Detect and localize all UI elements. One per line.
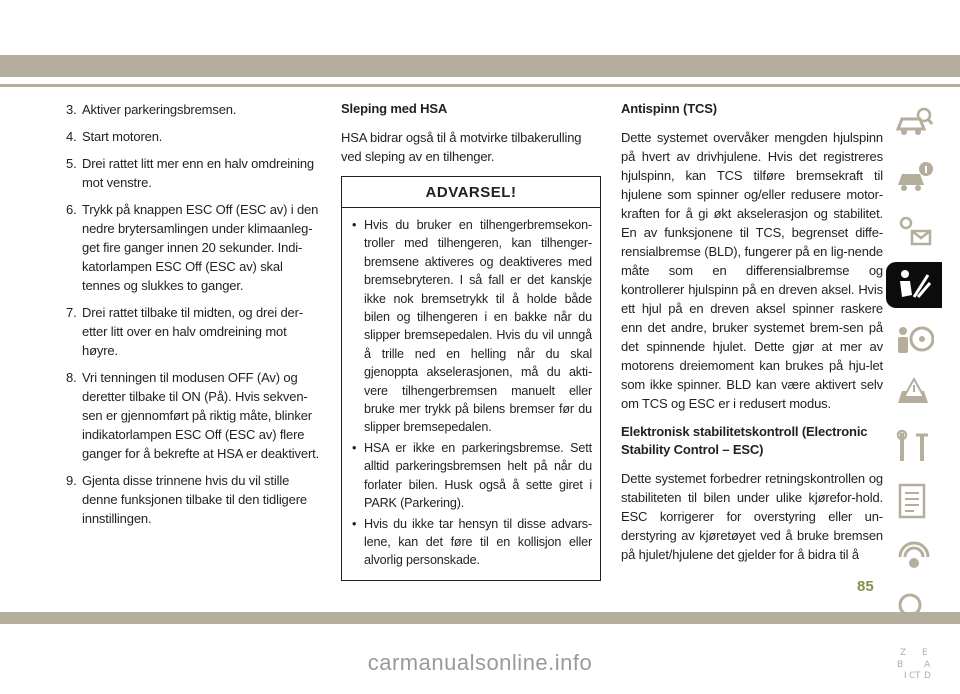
index-letter: I [904,671,907,681]
chapter-tabs [886,100,942,694]
step-number: 8. [66,370,77,385]
section-heading-esc: Elektronisk stabilitetskontroll (Electronic Stability Control – ESC) [621,424,868,457]
step-item [66,303,324,360]
header-band [0,55,960,77]
step-item [66,200,324,295]
step-text: Drei rattet tilbake til midten, og drei der-etter litt over en halv omdreining mot høyre. [82,305,303,358]
warning-item [350,216,592,437]
warning-text: Hvis du bruker en tilhengerbremsekon-troller med tilhengeren, kan tilhenger-bremsene aktiveres og deaktiveres med bremsebryteren. I så fall er det kanskje ikke nok bremsetrykk til å holde både bilen og tilhengeren i en bakke når du slipper bremsepedalen. Hvis du vil unngå å trille ned en helling når du skal gjenoppta akselerasjonen, må du akti-vere tilhengerbremsen manuelt eller bruke mer trykk på bilens bremser før du slipper bremsepedalen. [364,218,592,435]
step-text: Gjenta disse trinnene hvis du vil stille denne funksjonen tilbake til den tidligere innstillingen. [82,473,307,526]
esc-paragraph: Dette systemet forbedrer retningskontrollen og stabiliteten til bilen under ulike kjørefor-hold. ESC korrigerer for overstyring eller un-derstyring av kjøretøyet ved å bruke bremsen på hjulet/hjulene det gjelder for å bidra til å [621,471,883,562]
step-list [66,100,324,528]
watermark: carmanualsonline.info [367,650,593,675]
warning-box [341,176,601,581]
index-letter: C [909,671,916,681]
step-text: Trykk på knappen ESC Off (ESC av) i den nedre brytersamlingen under klimaanleg-get fire ganger innen 20 sekunder. Indi-katorlampen ESC Off (ESC av) skal tennes og slukkes to ganger. [82,202,319,293]
maintenance-tools-icon[interactable] [886,424,942,470]
step-text: Start motoren. [82,129,163,144]
seat-safety-icon[interactable] [886,262,942,308]
specifications-icon[interactable] [886,478,942,524]
middle-column [341,100,603,581]
starting-key-icon[interactable] [886,316,942,362]
warning-list [342,208,600,580]
step-item [66,368,324,463]
dashboard-lights-icon[interactable] [886,208,942,254]
page-number: 85 [857,578,874,595]
step-number: 5. [66,156,77,171]
warning-item [350,515,592,570]
index-letter: B [897,660,904,670]
step-item [66,127,324,146]
warning-text: Hvis du ikke tar hensyn til disse advars-lene, kan det føre til en kollisjon eller alvorlig personskade. [364,516,592,568]
tcs-paragraph: Dette systemet overvåker mengden hjulspinn på hvert av drivhjulene. Hvis det registreres hjulspinn, kan TCS tilføre bremsekraft til hjulene som spinner og/eller redusere motor-kraften for å gi økt akselerasjon og stabilitet. En av funksjonene til TCS, begrenset diffe-rensialbremse (BLD), fungerer på en lig-nende måte som en differensialbremse og kontrollerer hjulspinn på en dreven aksel. Hvis ett hjul på en dreven aksel spinner raskere enn det andre, bruker systemet brem-sen på det spinnende hjulet. Dette gjør at mer av motorens dreiemoment kan brukes på hju-let som ikke spinner. BLD kan være aktivert selv om TCS og ESC er i redusert modus. [621,130,883,411]
footer-band [0,612,960,624]
step-item [66,471,324,528]
index-letter: A [924,660,931,670]
search-index-icon[interactable] [886,586,942,632]
step-text: Vri tenningen til modusen OFF (Av) og deretter tilbake til ON (På). Hvis sekven-sen er gjennomført på riktig måte, blinker indikatorlampen ESC Off (ESC av) flere ganger for å bekrefte at HSA er deaktivert. [82,370,320,461]
multimedia-icon[interactable] [886,532,942,578]
step-number: 7. [66,305,77,320]
step-number: 6. [66,202,77,217]
car-info-icon[interactable] [886,154,942,200]
warning-item [350,439,592,513]
header-rule [0,84,960,87]
step-number: 9. [66,473,77,488]
step-number: 3. [66,102,77,117]
step-number: 4. [66,129,77,144]
car-search-icon[interactable] [886,100,942,146]
index-letter: T [915,671,921,681]
section-intro: HSA bidrar også til å motvirke tilbakerulling ved sleping av en tilhenger. [341,130,582,164]
warning-car-icon[interactable] [886,370,942,416]
section-heading-hsa-towing: Sleping med HSA [341,101,448,116]
bullet: • [352,218,357,232]
right-column [621,100,883,574]
section-heading-tcs: Antispinn (TCS) [621,101,717,116]
step-text: Drei rattet litt mer enn en halv omdreining mot venstre. [82,156,314,190]
warning-text: HSA er ikke en parkeringsbremse. Sett alltid parkeringsbremsen helt på når du forlater bilen. Husk også å sette giret i PARK (Parkering). [364,440,592,511]
index-letter: D [924,671,931,681]
step-item [66,154,324,192]
left-column [66,100,324,536]
step-item [66,100,324,119]
index-letter: E [922,648,928,658]
step-text: Aktiver parkeringsbremsen. [82,102,237,117]
warning-title: ADVARSEL! [342,177,600,208]
bullet: • [352,516,357,531]
index-letter: Z [900,648,907,658]
bullet: • [352,440,357,455]
